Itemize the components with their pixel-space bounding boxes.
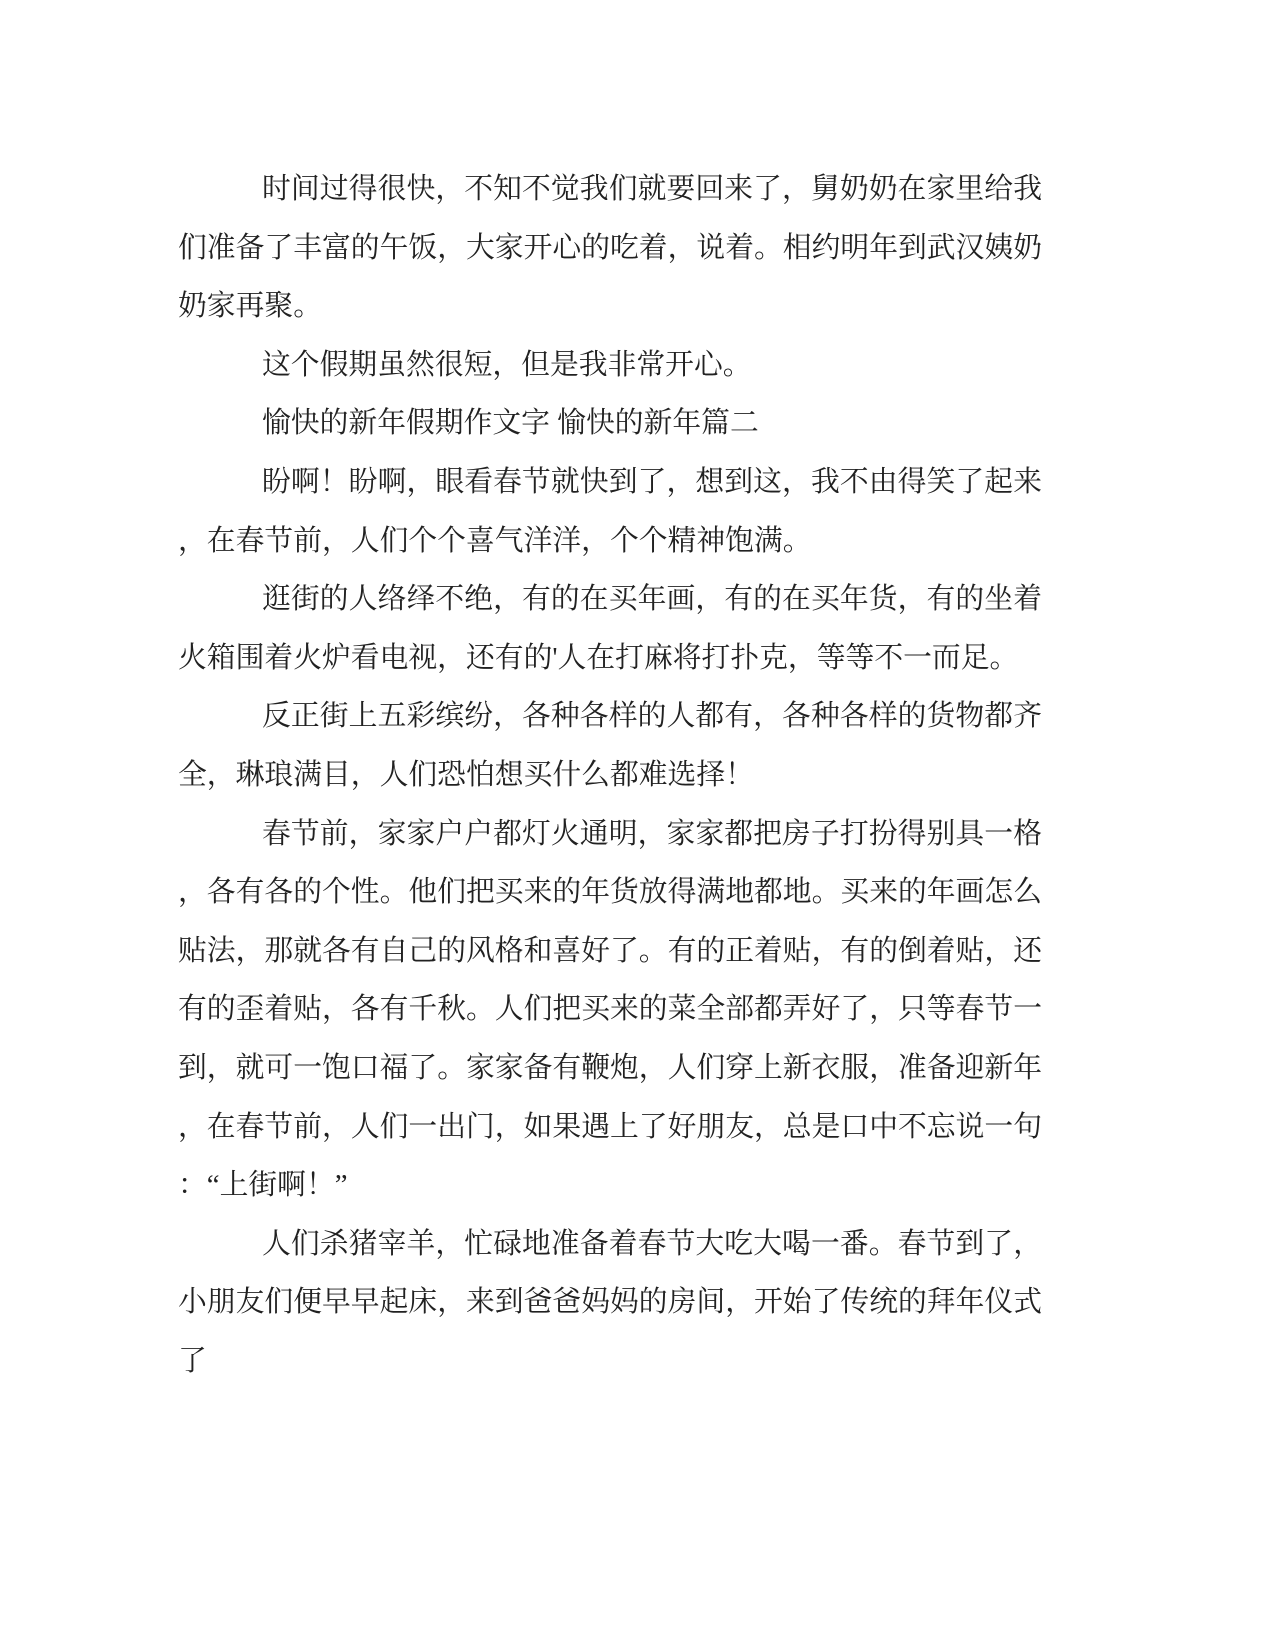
paragraph: 时间过得很快，不知不觉我们就要回来了，舅奶奶在家里给我们准备了丰富的午饭，大家开心的吃着，说着。相约明年到武汉姨奶奶家再聚。 xyxy=(178,173,1042,323)
document-text xyxy=(178,160,1042,1390)
paragraph: 春节前，家家户户都灯火通明，家家都把房子打扮得别具一格，各有各的个性。他们把买来的年货放得满地都地。买来的年画怎么贴法，那就各有自己的风格和喜好了。有的正着贴，有的倒着贴，还有的歪着贴，各有千秋。人们把买来的菜全部都弄好了，只等春节一到，就可一饱口福了。家家备有鞭炮，人们穿上新衣服，准备迎新年，在春节前，人们一出门，如果遇上了好朋友，总是口中不忘说一句：“上街啊！” xyxy=(178,817,1042,1202)
paragraph: 反正街上五彩缤纷，各种各样的人都有，各种各样的货物都齐全，琳琅满目，人们恐怕想买什么都难选择！ xyxy=(178,700,1042,791)
paragraph: 人们杀猪宰羊，忙碌地准备着春节大吃大喝一番。春节到了，小朋友们便早早起床，来到爸爸妈妈的房间，开始了传统的拜年仪式了 xyxy=(178,1227,1042,1377)
paragraph: 盼啊！盼啊，眼看春节就快到了，想到这，我不由得笑了起来，在春节前，人们个个喜气洋洋，个个精神饱满。 xyxy=(178,465,1042,557)
paragraph-section-heading: 愉快的新年假期作文字 愉快的新年篇二 xyxy=(262,407,759,440)
paragraph: 这个假期虽然很短，但是我非常开心。 xyxy=(262,348,752,381)
paragraph: 逛街的人络绎不绝，有的在买年画，有的在买年货，有的坐着火箱围着火炉看电视，还有的'人在打麻将打扑克，等等不一而足。 xyxy=(178,583,1042,674)
